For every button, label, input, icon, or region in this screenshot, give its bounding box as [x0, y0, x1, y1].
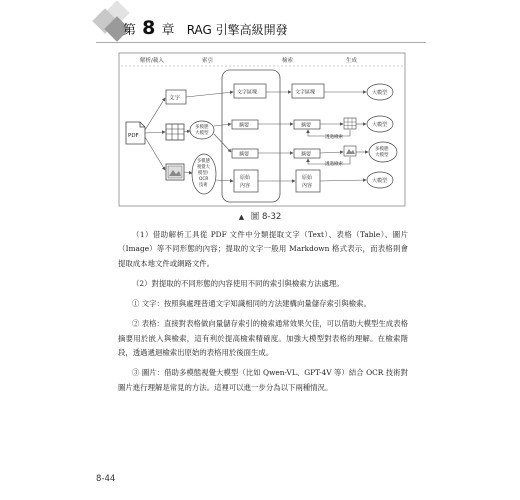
paragraph-image-item: ③ 圖片：借助多模態視覺大模型（比如 Qwen-VL、GPT-4V 等）結合 OCR 技術對圖片進行理解是常見的方法。這裡可以進一步分為以下兩種情況。 — [118, 368, 408, 392]
paragraph-1: （1）借助解析工具從 PDF 文件中分類提取文字（Text）、表格（Table）、圖片（Image）等不同形態的內容；提取的文字一般用 Markdown 格式表示，而表格則會提取成本地文件或網路文件。 — [118, 230, 408, 268]
pdf-icon — [126, 122, 145, 144]
chapter-prefix: 第 — [123, 23, 137, 38]
chapter-title: RAG 引擎高級開發 — [186, 23, 288, 37]
ocr-label-1: 多模態 — [197, 159, 210, 164]
retrieve-raw-content-label-2: 內容 — [302, 183, 313, 189]
chapter-heading — [123, 17, 288, 39]
paragraph-table-item: ② 表格：直接對表格做向量儲存索引的檢索通常效果欠佳，可以借助大模型生成表格摘要用於嵌入與檢索，這有利於提高檢索精確度。加強大模型對表格的理解。在檢索階段，透過遞迴檢索出原始的表格用於後面生成。 — [118, 319, 408, 358]
image-icon — [166, 164, 184, 180]
index-text-chunk-label: 文字區塊 — [237, 89, 258, 96]
llm-node-3-label-2: 大模型 — [375, 153, 389, 158]
index-summary-1-label: 摘要 — [239, 122, 250, 129]
index-raw-content-label-1: 原始 — [240, 175, 251, 181]
index-summary-2-label: 摘要 — [239, 151, 250, 158]
rag-pipeline-diagram — [118, 52, 406, 207]
header-rule — [96, 42, 426, 43]
page-header — [0, 0, 520, 44]
llm-node-3 — [369, 142, 397, 162]
figure-caption — [0, 210, 520, 222]
retrieved-table-icon — [344, 118, 356, 129]
caption-marker: ▲ — [238, 213, 245, 221]
paragraph-2: （2）對提取的不同形態的內容使用不同的索引與檢索方法處理。 — [132, 278, 344, 288]
retrieved-image-icon — [344, 146, 356, 156]
stage-label-generate: 生成 — [346, 58, 358, 64]
index-raw-content-label-2: 內容 — [240, 183, 251, 189]
paragraph-text-item: ① 文字：按照與處理普通文字知識相同的方法建構向量儲存索引與檢索。 — [132, 299, 371, 309]
multimodal-model-label-1: 多模態 — [195, 125, 209, 130]
rag-pipeline-figure — [118, 52, 406, 207]
stage-label-index: 索引 — [202, 58, 214, 64]
llm-node-4-label: 大模型 — [372, 178, 388, 184]
table-icon — [166, 124, 184, 140]
llm-node-3-label-1: 多模態 — [375, 147, 389, 152]
llm-node-2-label: 大模型 — [372, 122, 388, 128]
multimodal-model-label-2: 大模型 — [195, 131, 209, 136]
body-text — [118, 228, 408, 401]
retrieve-via-label-2: 透過檢索 — [325, 162, 343, 167]
text-node-label: 文字 — [169, 95, 181, 102]
retrieve-summary-2-label: 摘要 — [301, 151, 312, 158]
ocr-label-3: 模型/ — [198, 171, 209, 176]
ocr-label-5: 技術 — [199, 183, 208, 188]
retrieve-raw-content-label-1: 原始 — [302, 175, 313, 181]
retrieve-text-chunk-label: 文字區塊 — [295, 89, 316, 96]
ocr-label-4: OCR — [199, 177, 209, 182]
pdf-label: PDF — [128, 133, 139, 139]
ocr-label-2: 視覺大 — [197, 165, 210, 170]
chapter-number: 8 — [142, 17, 156, 39]
retrieve-summary-1-label: 摘要 — [301, 122, 312, 129]
stage-label-retrieve: 檢索 — [282, 58, 294, 64]
stage-label-parse: 解析/載入 — [140, 58, 164, 64]
chapter-suffix: 章 — [161, 23, 175, 38]
figure-frame — [119, 53, 405, 206]
page-number: 8-44 — [96, 474, 116, 484]
retrieve-via-label-1: 透過檢索 — [325, 135, 343, 140]
multimodal-model-node — [190, 121, 214, 139]
caption-text: 圖 8-32 — [250, 212, 282, 222]
llm-node-1-label: 大模型 — [372, 90, 388, 96]
